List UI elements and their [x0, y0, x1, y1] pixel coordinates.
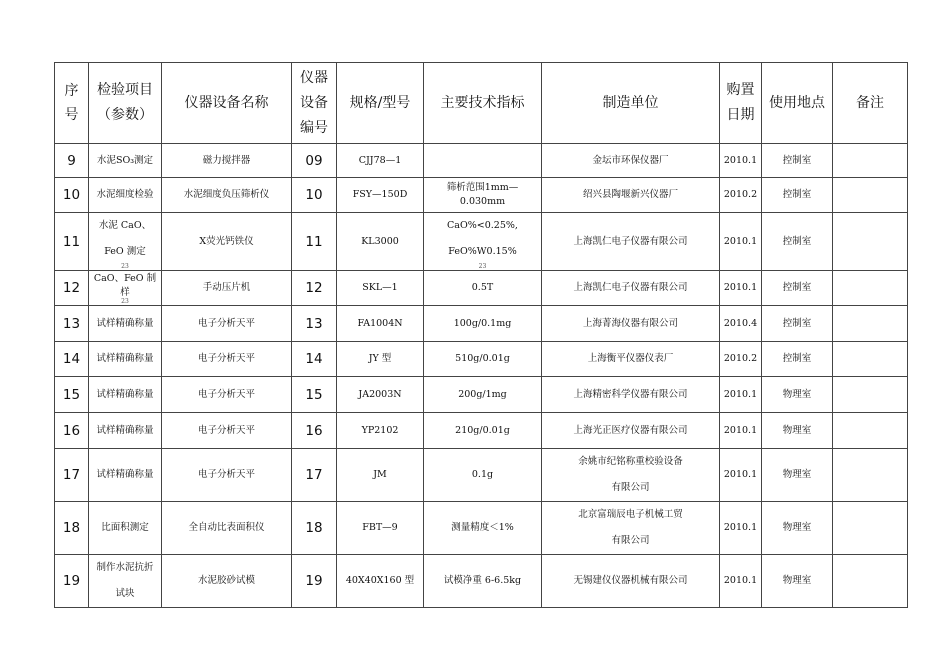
table-row — [55, 413, 908, 449]
maker-cell: 上海光正医疗仪器有限公司 — [542, 413, 720, 449]
code-cell: 11 — [292, 213, 337, 271]
table-row — [55, 449, 908, 502]
note-cell — [833, 178, 908, 213]
place-cell: 物理室 — [762, 502, 833, 555]
seq-cell: 12 — [55, 271, 89, 306]
maker-cell: 上海凯仁电子仪器有限公司 — [542, 213, 720, 271]
col-header-place: 使用地点 — [762, 63, 833, 144]
model-cell: FBT—9 — [337, 502, 424, 555]
date-cell: 2010.1 — [720, 502, 762, 555]
col-header-item — [89, 63, 162, 144]
col-header-spec: 主要技术指标 — [424, 63, 542, 144]
maker-line-1: 北京富瑞辰电子机械工贸 — [578, 509, 683, 520]
spec-cell — [424, 144, 542, 178]
place-cell: 物理室 — [762, 377, 833, 413]
name-cell: 手动压片机 — [162, 271, 292, 306]
table-row — [55, 306, 908, 342]
maker-cell: 上海精密科学仪器有限公司 — [542, 377, 720, 413]
item-cell: 水泥细度检验 — [89, 178, 162, 213]
seq-header-2: 号 — [64, 107, 79, 123]
spec-line-1: CaO%<0.25%, — [447, 220, 518, 231]
name-cell: 电子分析天平 — [162, 306, 292, 342]
note-cell — [833, 144, 908, 178]
col-header-maker: 制造单位 — [542, 63, 720, 144]
spec-cell: 试模净重 6-6.5kg — [424, 555, 542, 608]
seq-cell: 10 — [55, 178, 89, 213]
model-cell: CJJ78—1 — [337, 144, 424, 178]
date-cell: 2010.1 — [720, 271, 762, 306]
date-cell: 2010.1 — [720, 213, 762, 271]
date-cell: 2010.2 — [720, 178, 762, 213]
seq-cell: 17 — [55, 449, 89, 502]
seq-cell: 9 — [55, 144, 89, 178]
table-row — [55, 555, 908, 608]
equipment-table — [54, 62, 908, 608]
date-cell: 2010.1 — [720, 449, 762, 502]
spec-cell: 0.1g — [424, 449, 542, 502]
name-cell: 电子分析天平 — [162, 413, 292, 449]
col-header-model: 规格/型号 — [337, 63, 424, 144]
seq-cell: 16 — [55, 413, 89, 449]
code-cell: 12 — [292, 271, 337, 306]
model-cell: SKL—1 — [337, 271, 424, 306]
item-text: CaO、FeO 制样 — [93, 272, 157, 298]
item-line-1: 水泥 CaO、 — [98, 220, 152, 231]
model-cell: 40X40X160 型 — [337, 555, 424, 608]
name-cell: 电子分析天平 — [162, 449, 292, 502]
item-cell — [89, 213, 162, 271]
spec-line-2: FeO%W0.15% — [448, 246, 517, 257]
name-cell: 水泥胶砂试模 — [162, 555, 292, 608]
item-cell: 试样精确称量 — [89, 449, 162, 502]
maker-cell — [542, 449, 720, 502]
code-cell: 16 — [292, 413, 337, 449]
note-cell — [833, 502, 908, 555]
name-cell: 电子分析天平 — [162, 377, 292, 413]
place-cell: 控制室 — [762, 306, 833, 342]
name-cell: X荧光钙铁仪 — [162, 213, 292, 271]
col-header-code: 仪器设备编号 — [292, 63, 337, 144]
date-cell: 2010.1 — [720, 144, 762, 178]
col-header-seq — [55, 63, 89, 144]
spec-cell — [424, 213, 542, 271]
table-row — [55, 178, 908, 213]
model-cell: FSY—150D — [337, 178, 424, 213]
col-header-note: 备注 — [833, 63, 908, 144]
place-cell: 物理室 — [762, 413, 833, 449]
item-subscript: 23 — [121, 263, 129, 270]
place-cell: 控制室 — [762, 144, 833, 178]
note-cell — [833, 342, 908, 377]
spec-cell: 200g/1mg — [424, 377, 542, 413]
code-cell: 17 — [292, 449, 337, 502]
name-cell: 磁力搅拌器 — [162, 144, 292, 178]
date-cell: 2010.4 — [720, 306, 762, 342]
item-cell: 试样精确称量 — [89, 342, 162, 377]
maker-cell: 金坛市环保仪器厂 — [542, 144, 720, 178]
item-cell: 比面积测定 — [89, 502, 162, 555]
date-cell: 2010.1 — [720, 555, 762, 608]
note-cell — [833, 213, 908, 271]
col-header-name: 仪器设备名称 — [162, 63, 292, 144]
place-cell: 控制室 — [762, 178, 833, 213]
spec-cell: 测量精度＜1% — [424, 502, 542, 555]
date-cell: 2010.1 — [720, 377, 762, 413]
maker-cell: 上海菁海仪器有限公司 — [542, 306, 720, 342]
table-row — [55, 144, 908, 178]
item-cell — [89, 271, 162, 306]
code-cell: 19 — [292, 555, 337, 608]
name-cell: 电子分析天平 — [162, 342, 292, 377]
table-row — [55, 271, 908, 306]
item-cell: 试样精确称量 — [89, 306, 162, 342]
spec-cell: 0.5T — [424, 271, 542, 306]
table-row — [55, 502, 908, 555]
note-cell — [833, 555, 908, 608]
seq-cell: 15 — [55, 377, 89, 413]
model-cell: YP2102 — [337, 413, 424, 449]
item-cell: 水泥SO₃测定 — [89, 144, 162, 178]
code-cell: 13 — [292, 306, 337, 342]
maker-line-1: 余姚市纪铭称重校验设备 — [578, 456, 683, 467]
seq-cell: 13 — [55, 306, 89, 342]
spec-subscript: 23 — [478, 263, 487, 270]
table-row — [55, 342, 908, 377]
code-cell: 10 — [292, 178, 337, 213]
seq-cell: 11 — [55, 213, 89, 271]
spec-cell: 210g/0.01g — [424, 413, 542, 449]
place-cell: 控制室 — [762, 213, 833, 271]
item-line-2: 试块 — [115, 588, 135, 599]
maker-cell: 上海凯仁电子仪器有限公司 — [542, 271, 720, 306]
col-header-date: 购置日期 — [720, 63, 762, 144]
spec-cell: 100g/0.1mg — [424, 306, 542, 342]
item-cell: 试样精确称量 — [89, 377, 162, 413]
note-cell — [833, 449, 908, 502]
code-cell: 18 — [292, 502, 337, 555]
place-cell: 控制室 — [762, 342, 833, 377]
code-cell: 15 — [292, 377, 337, 413]
note-cell — [833, 271, 908, 306]
model-cell: JM — [337, 449, 424, 502]
maker-line-2: 有限公司 — [611, 482, 650, 493]
header-row — [55, 63, 908, 144]
model-cell: JA2003N — [337, 377, 424, 413]
item-header: 检验项目（参数） — [97, 82, 153, 123]
place-cell: 物理室 — [762, 555, 833, 608]
spec-cell: 510g/0.01g — [424, 342, 542, 377]
date-cell: 2010.2 — [720, 342, 762, 377]
item-subscript: 23 — [121, 297, 129, 305]
item-cell: 试样精确称量 — [89, 413, 162, 449]
maker-cell: 绍兴县陶堰新兴仪器厂 — [542, 178, 720, 213]
maker-cell — [542, 502, 720, 555]
table-row — [55, 213, 908, 271]
name-cell: 全自动比表面积仪 — [162, 502, 292, 555]
model-cell: FA1004N — [337, 306, 424, 342]
seq-cell: 19 — [55, 555, 89, 608]
model-cell: KL3000 — [337, 213, 424, 271]
maker-line-2: 有限公司 — [611, 535, 650, 546]
item-line-2: FeO 测定 — [104, 246, 146, 257]
note-cell — [833, 306, 908, 342]
code-cell: 14 — [292, 342, 337, 377]
model-cell: JY 型 — [337, 342, 424, 377]
note-cell — [833, 413, 908, 449]
item-cell — [89, 555, 162, 608]
item-line-1: 制作水泥抗折 — [96, 562, 154, 573]
maker-cell: 上海衡平仪器仪表厂 — [542, 342, 720, 377]
code-cell: 09 — [292, 144, 337, 178]
table-row — [55, 377, 908, 413]
spec-cell: 筛析范围1mm—0.030mm — [424, 178, 542, 213]
date-cell: 2010.1 — [720, 413, 762, 449]
maker-cell: 无锡建仪仪器机械有限公司 — [542, 555, 720, 608]
place-cell: 物理室 — [762, 449, 833, 502]
note-cell — [833, 377, 908, 413]
seq-cell: 14 — [55, 342, 89, 377]
place-cell: 控制室 — [762, 271, 833, 306]
seq-cell: 18 — [55, 502, 89, 555]
name-cell: 水泥细度负压筛析仪 — [162, 178, 292, 213]
seq-header-1: 序 — [64, 83, 79, 99]
